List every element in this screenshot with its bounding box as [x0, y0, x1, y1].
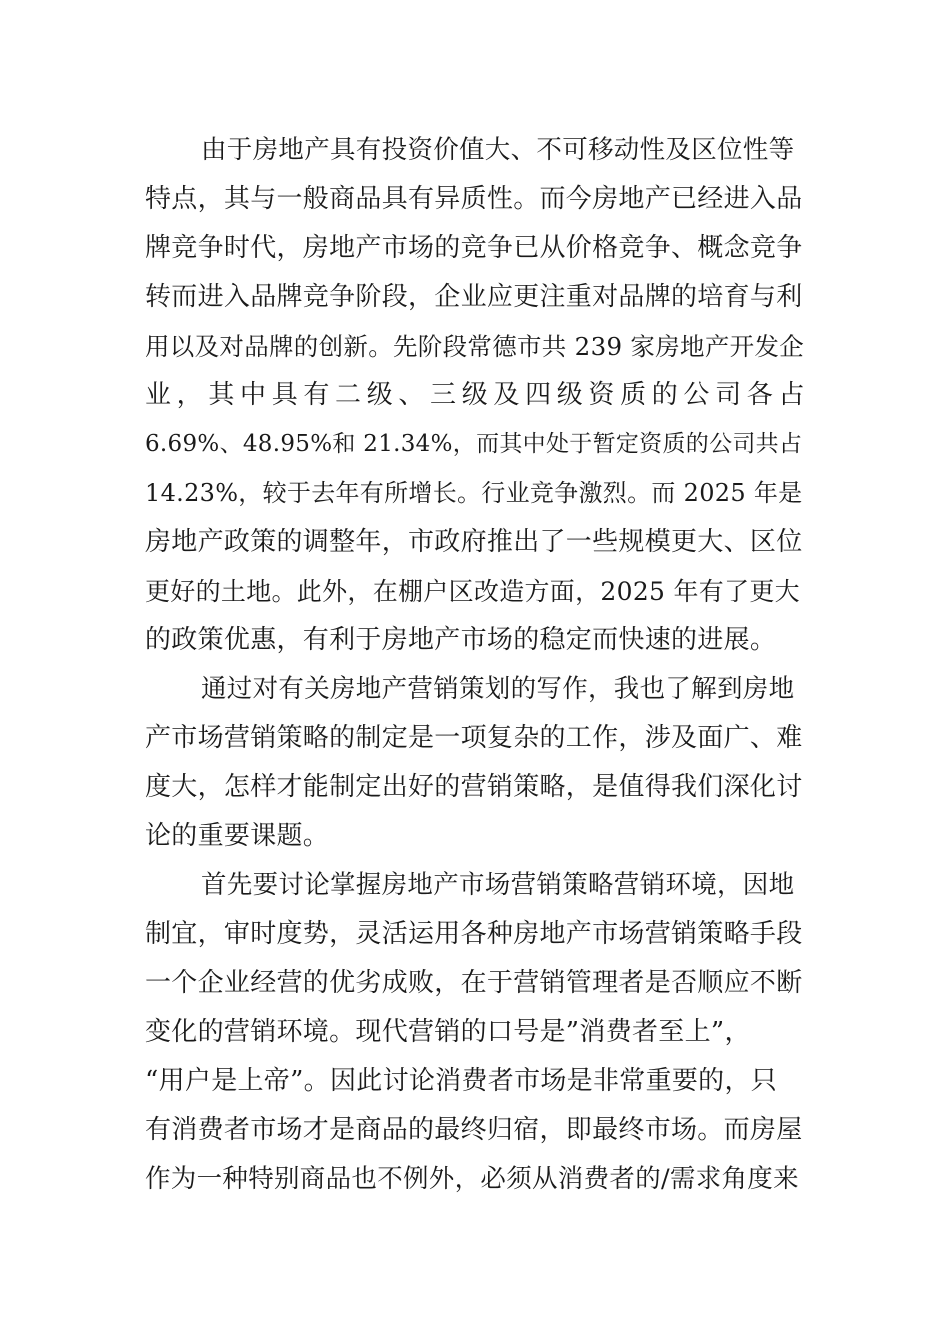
text-line: 产市场营销策略的制定是一项复杂的工作，涉及面广、难	[145, 723, 803, 753]
text-line: 用以及对品牌的创新。先阶段常德市共 239 家房地产开发企	[145, 332, 805, 361]
text-line: 由于房地产具有投资价值大、不可移动性及区位性等	[201, 135, 795, 165]
text-line: 转而进入品牌竞争阶段，企业应更注重对品牌的培育与利	[145, 282, 803, 312]
text-line: 首先要讨论掌握房地产市场营销策略营销环境，因地	[201, 870, 795, 900]
text-line: 更好的土地。此外，在棚户区改造方面，2025 年有了更大	[145, 577, 800, 606]
text-line: 一个企业经营的优劣成败，在于营销管理者是否顺应不断	[145, 968, 803, 998]
document-body	[145, 126, 805, 1204]
text-line: 特点，其与一般商品具有异质性。而今房地产已经进入品	[145, 184, 803, 214]
text-line: 房地产政策的调整年，市政府推出了一些规模更大、区位	[145, 527, 803, 557]
text-line: 度大，怎样才能制定出好的营销策略，是值得我们深化讨	[145, 772, 803, 802]
text-line: 牌竞争时代，房地产市场的竞争已从价格竞争、概念竞争	[145, 233, 803, 263]
text-line: 作为一种特别商品也不例外，必须从消费者的/需求角度来	[145, 1164, 799, 1194]
text-line: 6.69%、48.95%和 21.34%，而其中处于暂定资质的公司共占	[145, 431, 803, 457]
paragraph-marketing-environment	[145, 861, 805, 1204]
paragraph-writing-reflection	[145, 665, 805, 861]
text-line: 14.23%，较于去年有所增长。行业竞争激烈。而 2025 年是	[145, 479, 803, 507]
text-line: “用户是上帝”。因此讨论消费者市场是非常重要的，只	[145, 1066, 778, 1096]
text-line: 制宜，审时度势，灵活运用各种房地产市场营销策略手段	[145, 919, 803, 949]
paragraph-market-overview	[145, 126, 805, 665]
text-line: 业 ， 其 中 具 有 二 级 、 三 级 及 四 级 资 质 的 公 司 各 占	[145, 380, 805, 410]
text-line: 有消费者市场才是商品的最终归宿，即最终市场。而房屋	[145, 1115, 803, 1145]
text-line: 论的重要课题。	[145, 821, 330, 851]
text-line: 通过对有关房地产营销策划的写作，我也了解到房地	[201, 674, 795, 704]
text-line: 变化的营销环境。现代营销的口号是”消费者至上”，	[145, 1017, 751, 1047]
text-line: 的政策优惠，有利于房地产市场的稳定而快速的进展。	[145, 625, 777, 655]
